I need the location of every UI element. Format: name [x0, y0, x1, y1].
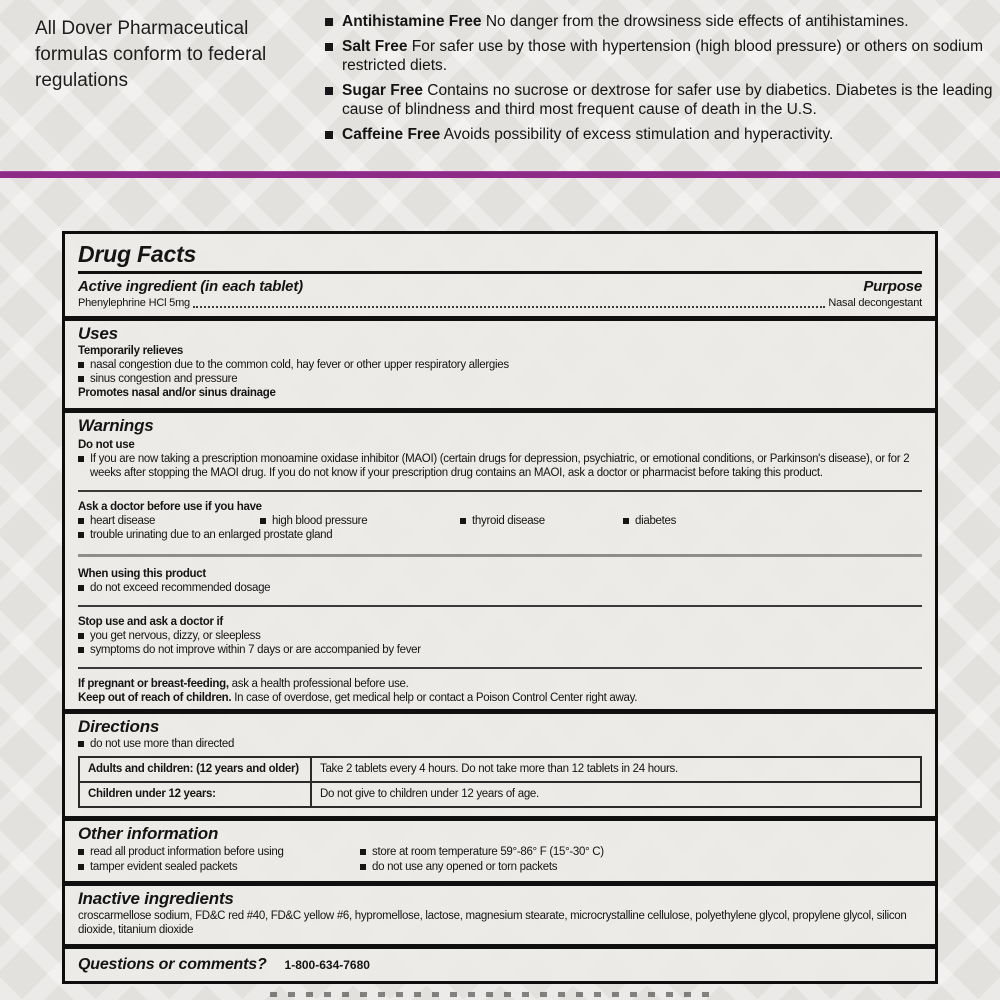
square-bullet-icon — [325, 43, 333, 51]
subsection-divider — [78, 667, 922, 669]
uses-footer: Promotes nasal and/or sinus drainage — [78, 387, 276, 399]
stop-use-bullet — [78, 629, 922, 643]
feature-lead: Caffeine Free — [342, 125, 441, 143]
feature-bullet-salt-free — [325, 37, 993, 76]
condition-bullet — [78, 528, 922, 542]
stop-use-text: you get nervous, dizzy, or sleepless — [90, 630, 261, 642]
questions-section — [65, 949, 935, 976]
stop-use-text: symptoms do not improve within 7 days or are accompanied by fever — [90, 644, 421, 656]
condition-text: high blood pressure — [272, 515, 368, 527]
do-not-use-subsection — [78, 436, 922, 484]
square-bullet-icon — [460, 518, 466, 524]
dosage-table — [78, 756, 922, 808]
square-bullet-icon — [325, 87, 333, 95]
condition-bullet — [460, 514, 623, 528]
drug-facts-title: Drug Facts — [78, 241, 197, 267]
square-bullet-icon — [78, 532, 84, 538]
when-using-subsection — [78, 565, 922, 599]
condition-text: diabetes — [635, 515, 677, 527]
active-ingredient-section — [65, 274, 935, 316]
when-using-text: do not exceed recommended dosage — [90, 582, 271, 594]
ingredient-purpose: Nasal decongestant — [828, 297, 922, 309]
dosage-row-children — [79, 782, 921, 807]
other-info-bullet — [78, 860, 360, 874]
other-information-heading: Other information — [78, 824, 219, 843]
dosage-label: Children under 12 years: — [79, 782, 311, 807]
square-bullet-icon — [78, 849, 84, 855]
do-not-use-text: If you are now taking a prescription monoamine oxidase inhibitor (MAOI) (certain drugs for depression, psychiatric, or emotional conditions, or Parkinson's disease), or for 2 weeks after stopping the MAOI drug. If you do not know if your prescription drug contains an MAOI, ask a doctor or pharmacist before taking this product. — [90, 453, 910, 479]
pregnancy-text: ask a health professional before use. — [231, 678, 409, 690]
square-bullet-icon — [325, 18, 333, 26]
other-info-row — [78, 845, 922, 859]
questions-phone-number: 1-800-634-7680 — [284, 958, 370, 972]
purple-divider — [0, 171, 1000, 178]
feature-desc: Avoids possibility of excess stimulation and hyperactivity. — [443, 125, 834, 143]
feature-desc: Contains no sucrose or dextrose for safer use by diabetics. Diabetes is the leading cause of blindness and third most frequent cause of death in the U.S. — [342, 81, 993, 118]
subsection-divider-gray — [78, 554, 922, 557]
feature-lead: Antihistamine Free — [342, 13, 482, 30]
other-info-text: do not use any opened or torn packets — [372, 861, 558, 873]
square-bullet-icon — [78, 456, 84, 462]
other-info-text: tamper evident sealed packets — [90, 861, 238, 873]
directions-section — [65, 714, 935, 816]
dosage-label: Adults and children: (12 years and older) — [79, 757, 311, 782]
other-info-text: read all product information before using — [90, 846, 284, 858]
feature-lead: Salt Free — [342, 37, 408, 55]
do-not-use-bullet — [78, 452, 922, 480]
ask-doctor-condition-row — [78, 514, 922, 528]
square-bullet-icon — [78, 741, 84, 747]
purpose-heading: Purpose — [863, 278, 922, 295]
other-info-bullet — [360, 845, 604, 859]
uses-bullet-text: nasal congestion due to the common cold, hay fever or other upper respiratory allergies — [90, 359, 509, 371]
directions-bullet — [78, 737, 922, 751]
uses-bullet — [78, 372, 922, 386]
square-bullet-icon — [78, 585, 84, 591]
ingredient-name: Phenylephrine HCl 5mg — [78, 297, 190, 309]
feature-desc: No danger from the drowsiness side effects of antihistamines. — [485, 13, 909, 30]
condition-text: heart disease — [90, 515, 156, 527]
square-bullet-icon — [623, 518, 629, 524]
feature-bullet-caffeine-free — [325, 125, 993, 145]
square-bullet-icon — [325, 131, 333, 139]
dotted-leader — [193, 306, 825, 308]
ingredient-row — [78, 296, 922, 311]
square-bullet-icon — [360, 864, 366, 870]
active-ingredient-heading: Active ingredient (in each tablet) — [78, 278, 303, 295]
warnings-heading: Warnings — [78, 416, 154, 435]
condition-bullet — [78, 514, 260, 528]
condition-bullet — [623, 514, 676, 528]
subsection-divider — [78, 605, 922, 607]
stop-use-subsection — [78, 613, 922, 661]
other-info-bullet — [78, 845, 360, 859]
square-bullet-icon — [360, 849, 366, 855]
when-using-bullet — [78, 581, 922, 595]
drug-facts-panel — [62, 231, 938, 984]
dosage-value: Do not give to children under 12 years of age. — [311, 782, 921, 807]
stop-use-bullet — [78, 643, 922, 657]
brand-tagline: All Dover Pharmaceutical formulas conform to federal regulations — [35, 18, 267, 91]
other-info-text: store at room temperature 59°-86° F (15°-30° C) — [372, 846, 604, 858]
square-bullet-icon — [78, 864, 84, 870]
uses-bullet-text: sinus congestion and pressure — [90, 373, 238, 385]
feature-lead: Sugar Free — [342, 81, 423, 99]
directions-heading: Directions — [78, 717, 160, 736]
square-bullet-icon — [78, 518, 84, 524]
subsection-divider — [78, 490, 922, 492]
questions-heading: Questions or comments? — [78, 956, 267, 973]
square-bullet-icon — [78, 633, 84, 639]
other-information-section — [65, 821, 935, 881]
feature-bullet-text — [342, 37, 993, 76]
uses-section — [65, 321, 935, 408]
condition-bullet — [260, 514, 460, 528]
square-bullet-icon — [78, 362, 84, 368]
pregnancy-line — [78, 677, 922, 691]
feature-bullet-text — [342, 81, 993, 120]
condition-text: trouble urinating due to an enlarged prostate gland — [90, 529, 333, 541]
square-bullet-icon — [78, 376, 84, 382]
uses-heading: Uses — [78, 324, 118, 343]
keep-out-lead: Keep out of reach of children. — [78, 692, 232, 704]
drug-facts-title-section — [78, 234, 922, 274]
feature-bullet-text — [342, 12, 909, 32]
other-info-bullet — [360, 860, 557, 874]
dosage-row-adults — [79, 757, 921, 782]
inactive-ingredients-heading: Inactive ingredients — [78, 889, 234, 908]
stop-use-heading: Stop use and ask a doctor if — [78, 616, 223, 628]
pregnancy-lead: If pregnant or breast-feeding, — [78, 678, 229, 690]
inactive-ingredients-text: croscarmellose sodium, FD&C red #40, FD&C yellow #6, hypromellose, lactose, magnesium stearate, microcrystalline cellulose, polyethylene glycol, propylene glycol, silicon dioxide, titanium dioxide — [78, 910, 907, 936]
directions-bullet-text: do not use more than directed — [90, 738, 235, 750]
uses-bullet — [78, 358, 922, 372]
square-bullet-icon — [78, 647, 84, 653]
feature-desc: For safer use by those with hypertension (high blood pressure) or others on sodium restricted diets. — [342, 37, 984, 74]
ask-doctor-heading: Ask a doctor before use if you have — [78, 501, 262, 513]
square-bullet-icon — [260, 518, 266, 524]
inactive-ingredients-section — [65, 886, 935, 944]
dosage-value: Take 2 tablets every 4 hours. Do not take more than 12 tablets in 24 hours. — [311, 757, 921, 782]
uses-intro: Temporarily relieves — [78, 345, 184, 357]
feature-bullet-text — [342, 125, 833, 145]
feature-bullet-list — [325, 12, 993, 149]
feature-bullet-antihistamine-free — [325, 12, 993, 32]
cropped-print-artifact — [270, 992, 720, 997]
ask-doctor-subsection — [78, 498, 922, 546]
feature-bullet-sugar-free — [325, 81, 993, 120]
keep-out-line — [78, 691, 922, 705]
other-info-row — [78, 860, 922, 874]
when-using-heading: When using this product — [78, 568, 206, 580]
pregnancy-subsection — [78, 675, 922, 709]
condition-text: thyroid disease — [472, 515, 545, 527]
warnings-section — [65, 413, 935, 709]
do-not-use-heading: Do not use — [78, 439, 135, 451]
keep-out-text: In case of overdose, get medical help or contact a Poison Control Center right away. — [234, 692, 638, 704]
